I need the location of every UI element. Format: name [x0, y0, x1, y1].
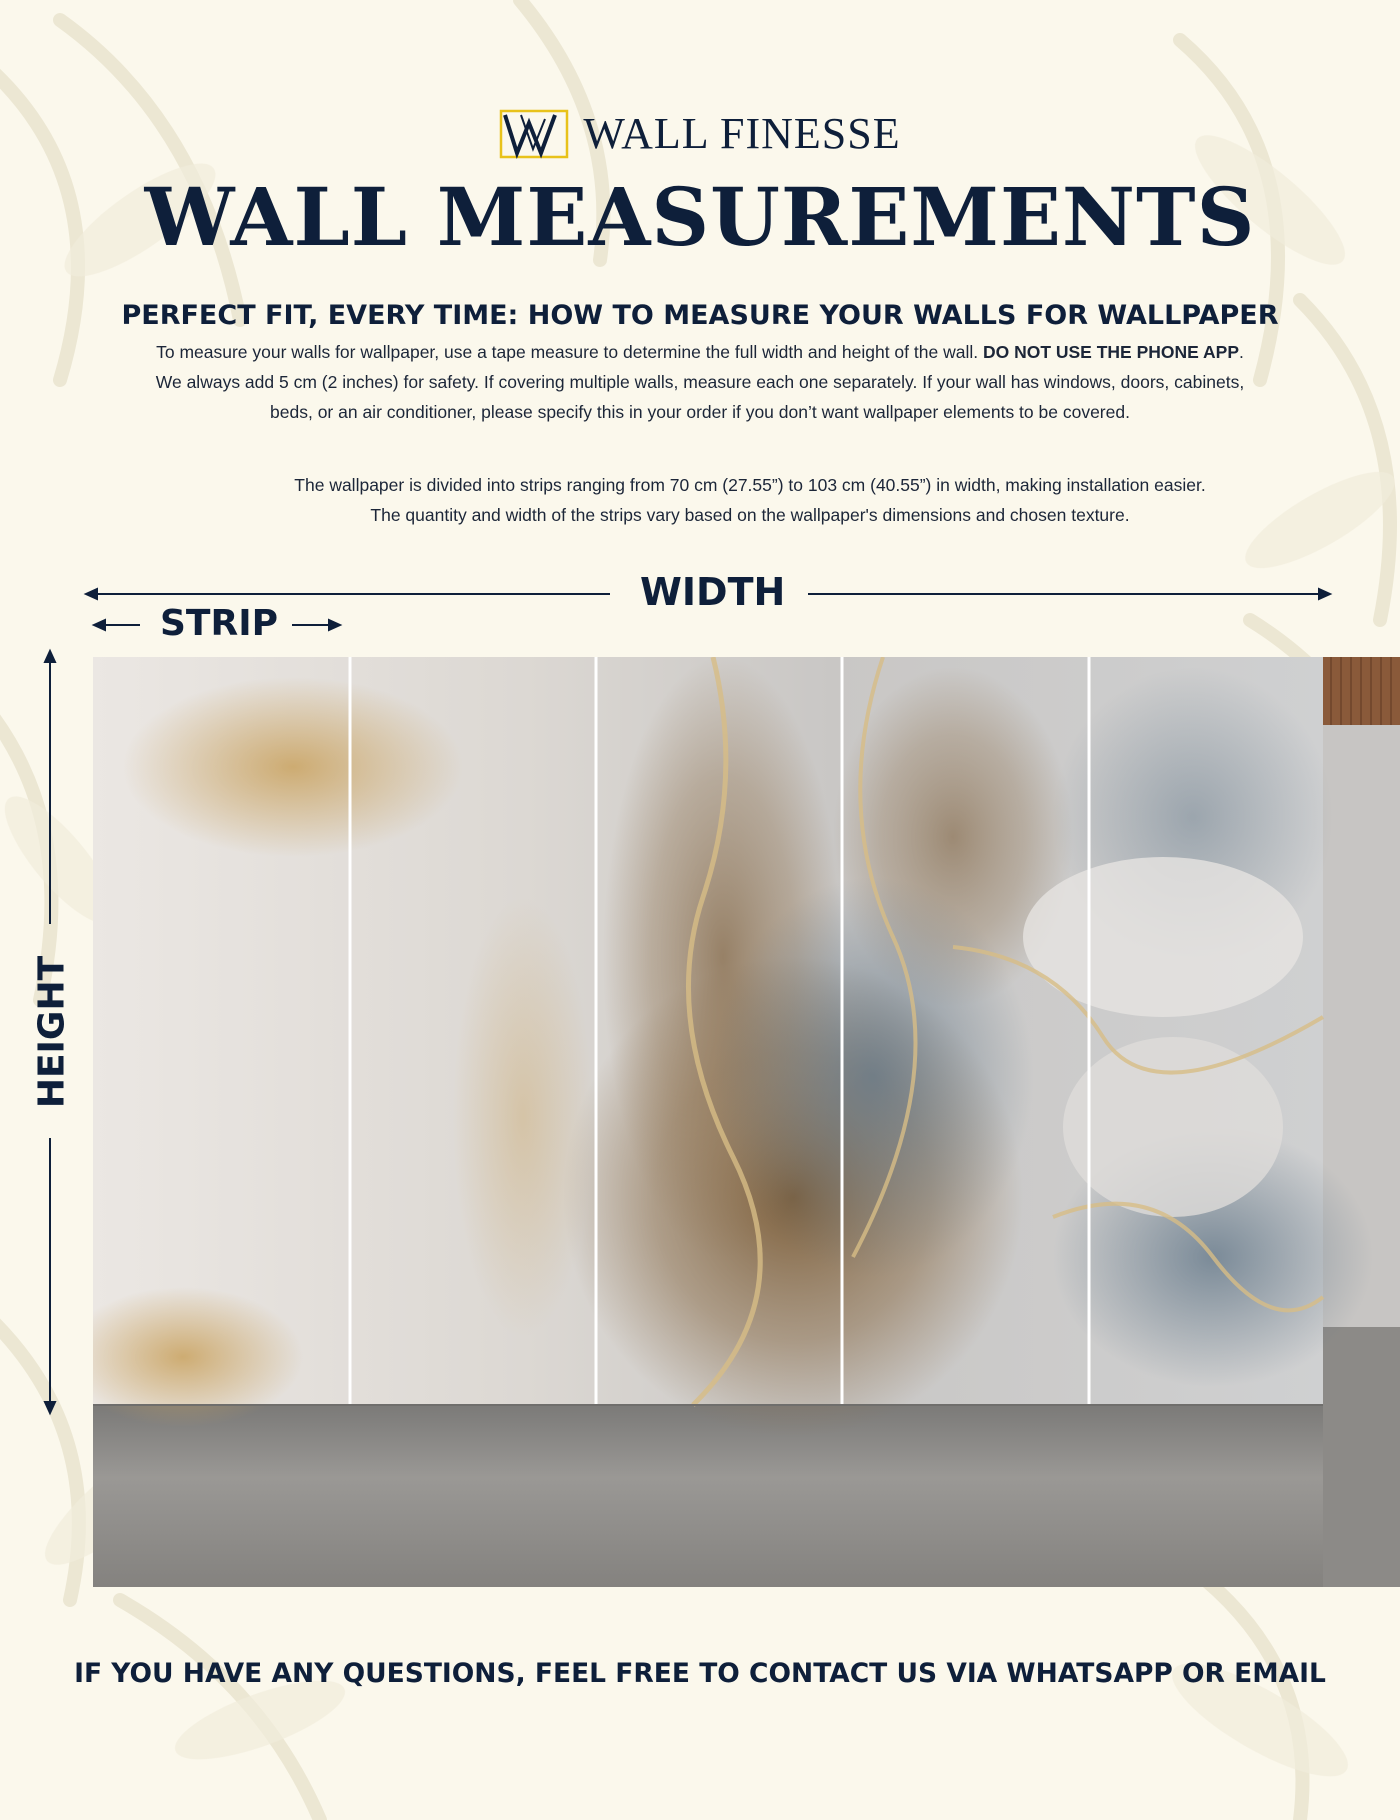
intro-line-3: beds, or an air conditioner, please specify this in your order if you don’t want wallpaper elements to be covered.: [270, 402, 1130, 422]
concrete-floor: [93, 1405, 1400, 1587]
contact-footer: IF YOU HAVE ANY QUESTIONS, FEEL FREE TO CONTACT US VIA WHATSAPP OR EMAIL: [74, 1658, 1326, 1689]
page-subtitle: PERFECT FIT, EVERY TIME: HOW TO MEASURE YOUR WALLS FOR WALLPAPER: [121, 300, 1279, 331]
height-label: HEIGHT: [31, 955, 73, 1109]
strip-label: STRIP: [160, 603, 278, 644]
width-label: WIDTH: [640, 570, 786, 614]
intro-line-2: We always add 5 cm (2 inches) for safety. If covering multiple walls, measure each one separately. If your wall has windows, doors, cabinets,: [155, 372, 1245, 392]
strips-note-line-2: The quantity and width of the strips vary based on the wallpaper's dimensions and chosen texture.: [370, 505, 1130, 525]
brand-name: WALL FINESSE: [583, 109, 901, 158]
strips-note-line-1: The wallpaper is divided into strips ranging from 70 cm (27.55”) to 103 cm (40.55”) in width, making installation easier.: [294, 475, 1206, 495]
intro-line-1: To measure your walls for wallpaper, use a tape measure to determine the full width and height of the wall. DO NOT USE THE PHONE APP.: [156, 342, 1244, 362]
phone-app-warning: DO NOT USE THE PHONE APP: [982, 342, 1240, 362]
page-title: WALL MEASUREMENTS: [144, 170, 1256, 264]
room-wallpaper-illustration: [93, 657, 1400, 1587]
